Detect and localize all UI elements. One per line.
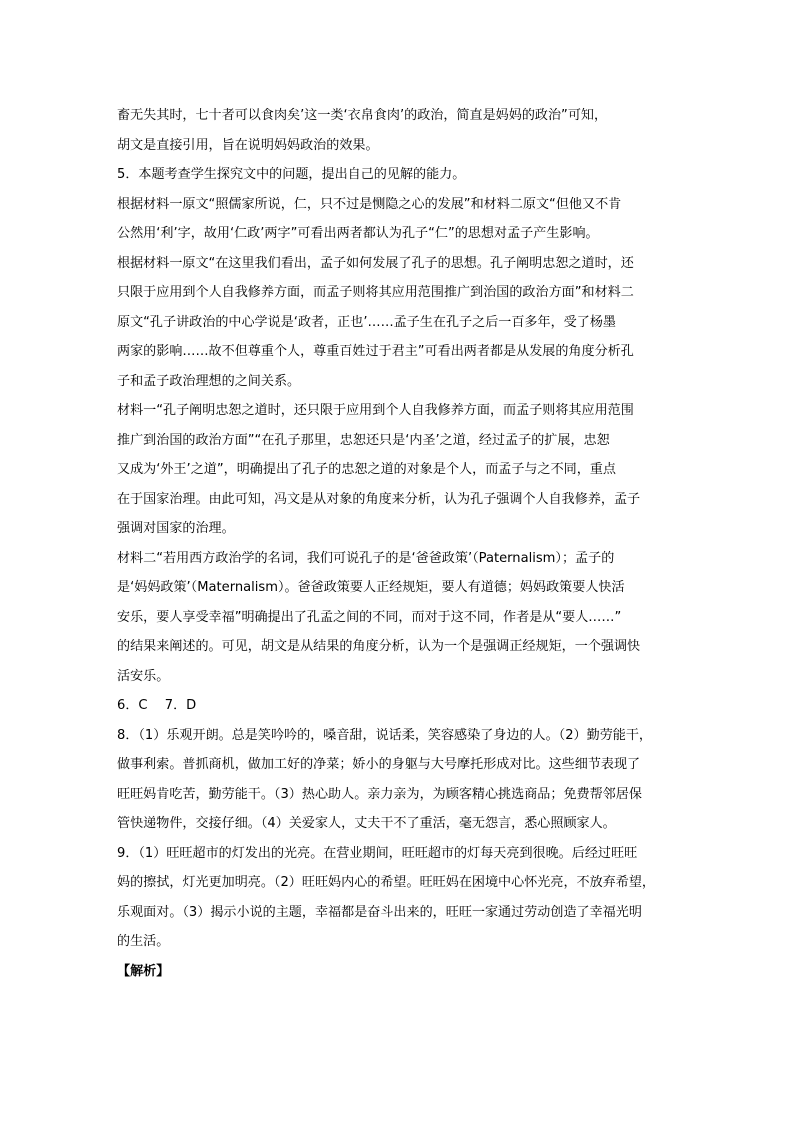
text-line: 两家的影响……故不但尊重个人，尊重百姓过于君主”可看出两者都是从发展的角度分析孔 bbox=[117, 344, 634, 359]
text-line: 在于国家治理。由此可知，冯文是从对象的角度来分析，认为孔子强调个人自我修养，孟子 bbox=[117, 491, 641, 507]
text-line: 根据材料一原文“照儒家所说，仁，只不过是恻隐之心的发展”和材料二原文“但他又不肯 bbox=[117, 196, 622, 212]
analysis-heading: 【解析】 bbox=[117, 963, 170, 979]
text-line: 根据材料一原文“在这里我们看出，孟子如何发展了孔子的思想。孔子阐明忠恕之道时，还 bbox=[117, 255, 634, 271]
text-line: 做事利索。普抓商机，做加工好的净菜；娇小的身躯与大号摩托形成对比。这些细节表现了 bbox=[117, 757, 641, 772]
text-line: 只限于应用到个人自我修养方面，而孟子则将其应用范围推广到治国的政治方面”和材料二 bbox=[117, 285, 634, 300]
text-line: 又成为‘外王’之道”，明确提出了孔子的忠恕之道的对象是个人，而孟子与之不同，重点 bbox=[117, 462, 616, 477]
text-line: 强调对国家的治理。 bbox=[117, 521, 235, 536]
answers-6-7: 6．C 7．D bbox=[117, 698, 197, 713]
question-5-heading: 5．本题考查学生探究文中的问题，提出自己的见解的能力。 bbox=[117, 167, 466, 182]
question-8-line: 8．（1）乐观开朗。总是笑吟吟的，嗓音甜，说话柔，笑容感染了身边的人。（2）勤劳能干， bbox=[117, 727, 653, 743]
text-line: 畜无失其时，七十者可以食肉矣’这一类‘衣帛食肉’的政治，简直是妈妈的政治”可知， bbox=[117, 108, 608, 123]
text-line: 的生活。 bbox=[117, 934, 170, 949]
text-line: 胡文是直接引用，旨在说明妈妈政治的效果。 bbox=[117, 137, 379, 153]
text-line: 的结果来阐述的。可见，胡文是从结果的角度分析，认为一个是强调正经规矩，一个强调快 bbox=[117, 639, 641, 654]
text-line: 管快递物件，交接仔细。（4）关爱家人，丈夫干不了重活，毫无怨言，悉心照顾家人。 bbox=[117, 816, 616, 831]
text-line: 乐观面对。（3）揭示小说的主题，幸福都是奋斗出来的，旺旺一家通过劳动创造了幸福光明 bbox=[117, 904, 642, 920]
question-9-line: 9．（1）旺旺超市的灯发出的光亮。在营业期间，旺旺超市的灯每天亮到很晚。后经过旺旺 bbox=[117, 845, 638, 861]
document-body bbox=[117, 101, 687, 986]
text-line: 材料二“若用西方政治学的名词，我们可说孔子的是‘爸爸政策’（Paternalism）；孟子的 bbox=[117, 550, 615, 566]
text-line: 妈的擦拭，灯光更加明亮。（2）旺旺妈内心的希望。旺旺妈在困境中心怀光亮，不放弃希望， bbox=[117, 875, 655, 890]
text-line: 公然用‘利’字，故用‘仁政’两字”可看出两者都认为孔子“仁”的思想对孟子产生影响。 bbox=[117, 226, 599, 241]
text-line: 旺旺妈肯吃苦，勤劳能干。（3）热心助人。亲力亲为，为顾客精心挑选商品；免费帮邻居保 bbox=[117, 786, 642, 802]
text-line: 材料一“孔子阐明忠恕之道时，还只限于应用到个人自我修养方面，而孟子则将其应用范围 bbox=[117, 403, 634, 418]
text-line: 是‘妈妈政策’（Maternalism）。爸爸政策要人正经规矩，要人有道德；妈妈政策要人快活 bbox=[117, 580, 625, 595]
text-line: 安乐，要人享受幸福”明确提出了孔孟之间的不同，而对于这不同，作者是从“要人……” bbox=[117, 609, 622, 625]
text-line: 活安乐。 bbox=[117, 668, 170, 684]
text-line: 原文“孔子讲政治的中心学说是‘政者，正也’……孟子生在孔子之后一百多年，受了杨墨 bbox=[117, 314, 616, 330]
text-line: 推广到治国的政治方面”“在孔子那里，忠恕还只是‘内圣’之道，经过孟子的扩展，忠恕 bbox=[117, 432, 610, 448]
text-line: 子和孟子政治理想的之间关系。 bbox=[117, 373, 301, 389]
